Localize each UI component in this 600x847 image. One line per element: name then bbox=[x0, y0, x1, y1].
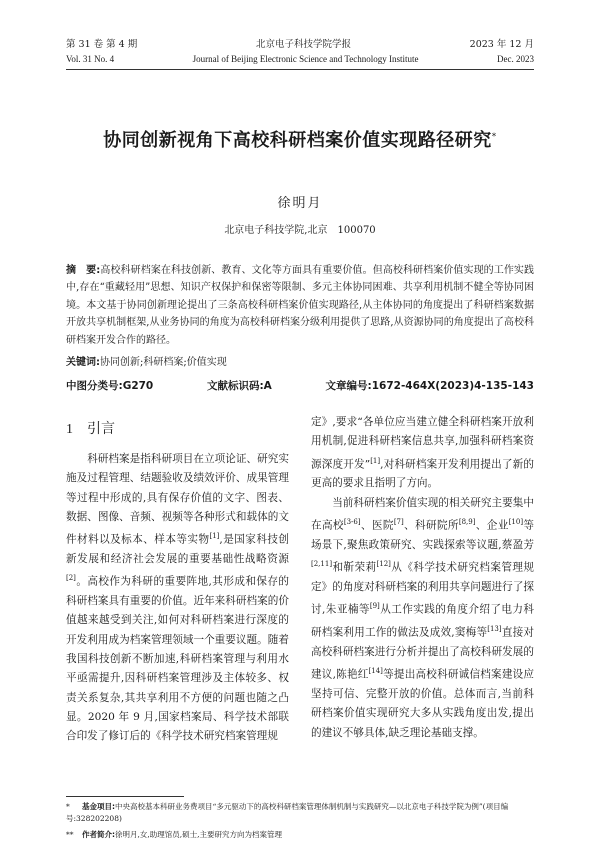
left-column bbox=[66, 413, 289, 747]
citation: [1] bbox=[370, 456, 381, 465]
footnote-author bbox=[66, 829, 534, 841]
footnote-text: 中央高校基本科研业务费项目“多元驱动下的高校科研档案管理体制机制与实践研究—以北京电子科技学院为例”(项目编号:328202208) bbox=[66, 802, 509, 823]
keywords bbox=[66, 355, 534, 371]
document-code: 文献标识码:A bbox=[206, 380, 272, 392]
author-name: 徐明月 bbox=[277, 196, 323, 211]
citation: [9] bbox=[369, 602, 380, 611]
header-volume-en: Vol. 31 No. 4 bbox=[66, 54, 115, 64]
footnote-rule bbox=[66, 796, 184, 797]
footnote-label: 基金项目: bbox=[82, 802, 115, 811]
header-journal: 北京电子科技学院学报 bbox=[255, 39, 351, 50]
citation: [1] bbox=[209, 532, 220, 541]
body-paragraph: 科研档案是指科研项目在立项论证、研究实施及过程管理、结题验收及绩效评价、成果管理等过程中形成的,具有保存价值的文字、图表、数据、图像、音频、视频等各种形式和载体的文件材料以及标本、样本等实物[1],是国家科技创新发展和经济社会发展的重要基础性战略资源[2]。高校作为科研的重要阵地,其形成和保存的科研档案具有重要的价值。近年来科研档案的价值越来越受到关注,如何对科研档案进行深度的开发利用成为档案管理领域一个重要议题。随着我国科技创新不断加速,科研档案管理与利用水平亟需提升,因科研档案管理涉及主体较多、权责关系复杂,其共享利用不方便的问题也随之凸显。2020 年 9 月,国家档案局、科学技术部联合印发了修订后的《科学技术研究档案管理规 bbox=[66, 453, 289, 743]
footnote-fund bbox=[66, 801, 534, 825]
author-affiliation: 北京电子科技学院,北京 100070 bbox=[224, 225, 376, 236]
title-footnote-mark: * bbox=[491, 132, 497, 142]
header-volume: 第 31 卷 第 4 期 bbox=[66, 39, 138, 50]
header-journal-en: Journal of Beijing Electronic Science and Technology Institute bbox=[192, 54, 419, 64]
citation: [13] bbox=[487, 625, 502, 634]
body-paragraph: 当前科研档案价值实现的相关研究主要集中在高校[3-6]、医院[7]、科研院所[8,9]、企业[10]等场景下,聚焦政策研究、实践探索等议题,蔡盈芳[2,11]和靳荣莉[12]从《科学技术研究档案管理规定》的角度对科研档案的利用共享问题进行了探讨,朱亚楠等[9]从工作实践的角度介绍了电力科研档案利用工作的做法及成效,窦梅等[13]直接对高校科研档案进行分析并提出了高校科研发展的建议,陈艳红[14]等提出高校科研诚信档案建设应坚持可信、完整开放的价值。总体而言,当前科研档案价值实现研究大多从实践角度出发,提出的建议不够具体,缺乏理论基础支撑。 bbox=[311, 496, 535, 739]
header-rule bbox=[66, 69, 534, 70]
classification-row bbox=[66, 378, 534, 393]
citation: [7] bbox=[393, 518, 404, 527]
section-heading bbox=[66, 418, 289, 441]
abstract-label: 摘 要: bbox=[66, 265, 101, 276]
section-title: 引言 bbox=[87, 421, 115, 437]
paper-title-text: 协同创新视角下高校科研档案价值实现路径研究 bbox=[103, 130, 492, 151]
section-number: 1 bbox=[66, 422, 73, 437]
clc-number: 中图分类号:G270 bbox=[66, 380, 154, 392]
body-paragraph: 定》,要求“各单位应当建立健全科研档案开放利用机制,促进科研档案信息共享,加强科研档案资源深度开发”[1],对科研档案开发利用提出了新的更高的要求且指明了方向。 bbox=[311, 416, 534, 490]
footnote-label: 作者简介: bbox=[82, 830, 115, 839]
article-number: 文章编号:1672-464X(2023)4-135-143 bbox=[325, 380, 534, 392]
citation: [10] bbox=[508, 518, 524, 527]
abstract bbox=[66, 262, 534, 349]
header-date: 2023 年 12 月 bbox=[469, 39, 534, 50]
citation: [14] bbox=[368, 667, 383, 676]
keywords-label: 关键词: bbox=[66, 357, 100, 368]
footnote-mark: ** bbox=[66, 830, 74, 839]
right-column bbox=[311, 413, 534, 743]
header-date-en: Dec. 2023 bbox=[497, 54, 534, 64]
paper-title bbox=[0, 126, 600, 152]
abstract-text: 高校科研档案在科技创新、教育、文化等方面具有重要价值。但高校科研档案价值实现的工作实践中,存在“重藏轻用”思想、知识产权保护和保密等限制、多元主体协同困难、共享利用机制不健全等协同困境。本文基于协同创新理论提出了三条高校科研档案价值实现路径,从主体协同的角度提出了科研档案数据开放共享机制框架,从业务协同的角度为高校科研档案分级利用提供了思路,从资源协同的角度提出了高校科研档案开发合作的路径。 bbox=[66, 265, 535, 346]
keywords-text: 协同创新;科研档案;价值实现 bbox=[100, 357, 227, 368]
footnote-mark: * bbox=[66, 802, 70, 811]
running-header bbox=[66, 38, 534, 66]
footnote-text: 徐明月,女,助理馆员,硕士,主要研究方向为档案管理 bbox=[115, 830, 283, 839]
citation: [2,11] bbox=[311, 560, 333, 569]
citation: [3-6] bbox=[343, 518, 361, 527]
citation: [2] bbox=[66, 574, 76, 583]
citation: [8,9] bbox=[458, 518, 476, 527]
citation: [12] bbox=[376, 560, 391, 569]
